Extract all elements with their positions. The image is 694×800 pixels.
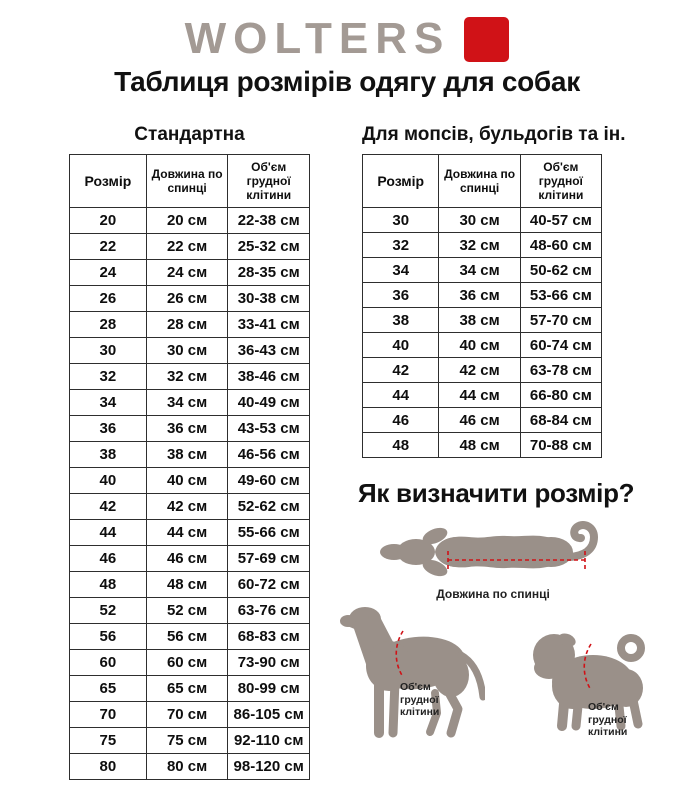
chest-volume-cell: 86-105 см <box>228 702 310 728</box>
table-row <box>363 358 602 383</box>
chest-volume-cell: 46-56 см <box>228 442 310 468</box>
chest-volume-cell: 63-76 см <box>228 598 310 624</box>
standard-size-table <box>69 154 310 780</box>
table-row <box>363 233 602 258</box>
size-cell: 42 <box>363 358 439 383</box>
chest-volume-cell: 49-60 см <box>228 468 310 494</box>
chest-volume-cell: 40-49 см <box>228 390 310 416</box>
chest-volume-cell: 38-46 см <box>228 364 310 390</box>
table-row <box>70 520 310 546</box>
chest-volume-cell: 98-120 см <box>228 754 310 780</box>
header-row <box>70 155 310 208</box>
size-cell: 48 <box>70 572 147 598</box>
chest-volume-cell: 80-99 см <box>228 676 310 702</box>
table-row <box>70 598 310 624</box>
back-length-cell: 75 см <box>146 728 228 754</box>
brand-wordmark: WOLTERS <box>184 14 451 63</box>
back-length-cell: 34 см <box>439 258 520 283</box>
table-row <box>70 312 310 338</box>
size-cell: 52 <box>70 598 147 624</box>
size-cell: 32 <box>363 233 439 258</box>
chest-volume-cell: 53-66 см <box>520 283 601 308</box>
back-length-cell: 32 см <box>439 233 520 258</box>
chest-volume-cell: 73-90 см <box>228 650 310 676</box>
chest-volume-cell: 33-41 см <box>228 312 310 338</box>
chest-volume-cell: 57-70 см <box>520 308 601 333</box>
column-header: Довжина по спинці <box>146 155 228 208</box>
table-row <box>70 702 310 728</box>
table-row <box>70 234 310 260</box>
table-row <box>363 308 602 333</box>
back-length-cell: 80 см <box>146 754 228 780</box>
back-length-cell: 30 см <box>439 208 520 233</box>
table-row <box>70 338 310 364</box>
size-cell: 32 <box>70 364 147 390</box>
back-length-cell: 44 см <box>146 520 228 546</box>
back-length-label: Довжина по спинці <box>436 587 550 601</box>
back-length-cell: 34 см <box>146 390 228 416</box>
size-cell: 44 <box>363 383 439 408</box>
size-cell: 34 <box>70 390 147 416</box>
chest-volume-cell: 57-69 см <box>228 546 310 572</box>
table-row <box>70 364 310 390</box>
pugs-table-section <box>362 124 626 458</box>
column-header: Об'єм грудної клітини <box>228 155 310 208</box>
back-length-cell: 52 см <box>146 598 228 624</box>
back-length-cell: 38 см <box>146 442 228 468</box>
size-cell: 30 <box>363 208 439 233</box>
chest-volume-label-standing-dog: Об'єм грудної клітини <box>400 681 440 718</box>
chest-volume-cell: 60-74 см <box>520 333 601 358</box>
table-row <box>363 408 602 433</box>
back-length-cell: 40 см <box>439 333 520 358</box>
column-header: Довжина по спинці <box>439 155 520 208</box>
standard-table-title: Стандартна <box>134 124 245 145</box>
column-header: Розмір <box>70 155 147 208</box>
back-length-cell: 65 см <box>146 676 228 702</box>
back-length-cell: 46 см <box>146 546 228 572</box>
back-length-cell: 24 см <box>146 260 228 286</box>
chest-volume-cell: 68-83 см <box>228 624 310 650</box>
brand-logo <box>0 16 694 62</box>
back-length-cell: 60 см <box>146 650 228 676</box>
chest-volume-cell: 28-35 см <box>228 260 310 286</box>
size-cell: 48 <box>363 433 439 458</box>
table-row <box>70 390 310 416</box>
table-row <box>363 208 602 233</box>
pugs-table-title: Для мопсів, бульдогів та ін. <box>362 124 626 145</box>
size-cell: 40 <box>70 468 147 494</box>
chest-volume-cell: 68-84 см <box>520 408 601 433</box>
chest-volume-cell: 48-60 см <box>520 233 601 258</box>
table-row <box>70 676 310 702</box>
size-cell: 24 <box>70 260 147 286</box>
size-cell: 30 <box>70 338 147 364</box>
size-cell: 80 <box>70 754 147 780</box>
how-to-title: Як визначити розмір? <box>358 478 635 508</box>
table-row <box>70 416 310 442</box>
size-cell: 46 <box>70 546 147 572</box>
header-row <box>363 155 602 208</box>
table-row <box>70 494 310 520</box>
size-cell: 38 <box>363 308 439 333</box>
table-row <box>70 650 310 676</box>
table-row <box>70 572 310 598</box>
chest-volume-cell: 43-53 см <box>228 416 310 442</box>
back-length-cell: 42 см <box>146 494 228 520</box>
chest-volume-cell: 92-110 см <box>228 728 310 754</box>
back-length-cell: 20 см <box>146 208 228 234</box>
back-length-cell: 30 см <box>146 338 228 364</box>
table-row <box>363 258 602 283</box>
back-length-cell: 26 см <box>146 286 228 312</box>
chest-volume-cell: 22-38 см <box>228 208 310 234</box>
chest-volume-cell: 63-78 см <box>520 358 601 383</box>
chest-volume-cell: 70-88 см <box>520 433 601 458</box>
table-row <box>70 442 310 468</box>
size-cell: 46 <box>363 408 439 433</box>
table-row <box>70 468 310 494</box>
topview-dog-silhouette-icon <box>379 519 607 585</box>
back-length-cell: 48 см <box>439 433 520 458</box>
table-row <box>363 433 602 458</box>
size-cell: 38 <box>70 442 147 468</box>
size-cell: 34 <box>363 258 439 283</box>
back-length-cell: 36 см <box>146 416 228 442</box>
table-row <box>70 624 310 650</box>
column-header: Об'єм грудної клітини <box>520 155 601 208</box>
size-cell: 20 <box>70 208 147 234</box>
standing-dog-silhouette-icon <box>339 603 485 739</box>
how-to-section <box>339 478 694 800</box>
back-length-cell: 32 см <box>146 364 228 390</box>
chest-volume-cell: 55-66 см <box>228 520 310 546</box>
standard-table-section <box>69 124 310 780</box>
table-row <box>363 333 602 358</box>
size-cell: 28 <box>70 312 147 338</box>
table-row <box>363 283 602 308</box>
table-row <box>70 260 310 286</box>
back-length-cell: 48 см <box>146 572 228 598</box>
back-length-cell: 56 см <box>146 624 228 650</box>
size-cell: 36 <box>363 283 439 308</box>
table-row <box>70 546 310 572</box>
size-cell: 26 <box>70 286 147 312</box>
size-cell: 40 <box>363 333 439 358</box>
size-cell: 70 <box>70 702 147 728</box>
back-length-cell: 40 см <box>146 468 228 494</box>
table-row <box>70 754 310 780</box>
back-length-cell: 70 см <box>146 702 228 728</box>
chest-volume-cell: 50-62 см <box>520 258 601 283</box>
chest-volume-cell: 30-38 см <box>228 286 310 312</box>
chest-volume-cell: 40-57 см <box>520 208 601 233</box>
size-cell: 36 <box>70 416 147 442</box>
chest-volume-cell: 52-62 см <box>228 494 310 520</box>
page-title: Таблиця розмірів одягу для собак <box>114 66 580 97</box>
size-cell: 56 <box>70 624 147 650</box>
column-header: Розмір <box>363 155 439 208</box>
pugs-size-table <box>362 154 602 458</box>
size-cell: 42 <box>70 494 147 520</box>
table-row <box>363 383 602 408</box>
brand-red-square-icon <box>464 17 509 62</box>
size-cell: 65 <box>70 676 147 702</box>
back-length-cell: 42 см <box>439 358 520 383</box>
back-length-cell: 28 см <box>146 312 228 338</box>
chest-volume-cell: 60-72 см <box>228 572 310 598</box>
chest-volume-cell: 36-43 см <box>228 338 310 364</box>
table-row <box>70 208 310 234</box>
size-cell: 75 <box>70 728 147 754</box>
chest-volume-label-bulldog: Об'єм грудної клітини <box>588 701 628 738</box>
table-row <box>70 286 310 312</box>
back-length-cell: 22 см <box>146 234 228 260</box>
chest-volume-cell: 25-32 см <box>228 234 310 260</box>
size-cell: 60 <box>70 650 147 676</box>
table-row <box>70 728 310 754</box>
back-length-cell: 38 см <box>439 308 520 333</box>
back-length-cell: 36 см <box>439 283 520 308</box>
back-length-cell: 44 см <box>439 383 520 408</box>
back-length-cell: 46 см <box>439 408 520 433</box>
size-cell: 22 <box>70 234 147 260</box>
chest-volume-cell: 66-80 см <box>520 383 601 408</box>
size-cell: 44 <box>70 520 147 546</box>
